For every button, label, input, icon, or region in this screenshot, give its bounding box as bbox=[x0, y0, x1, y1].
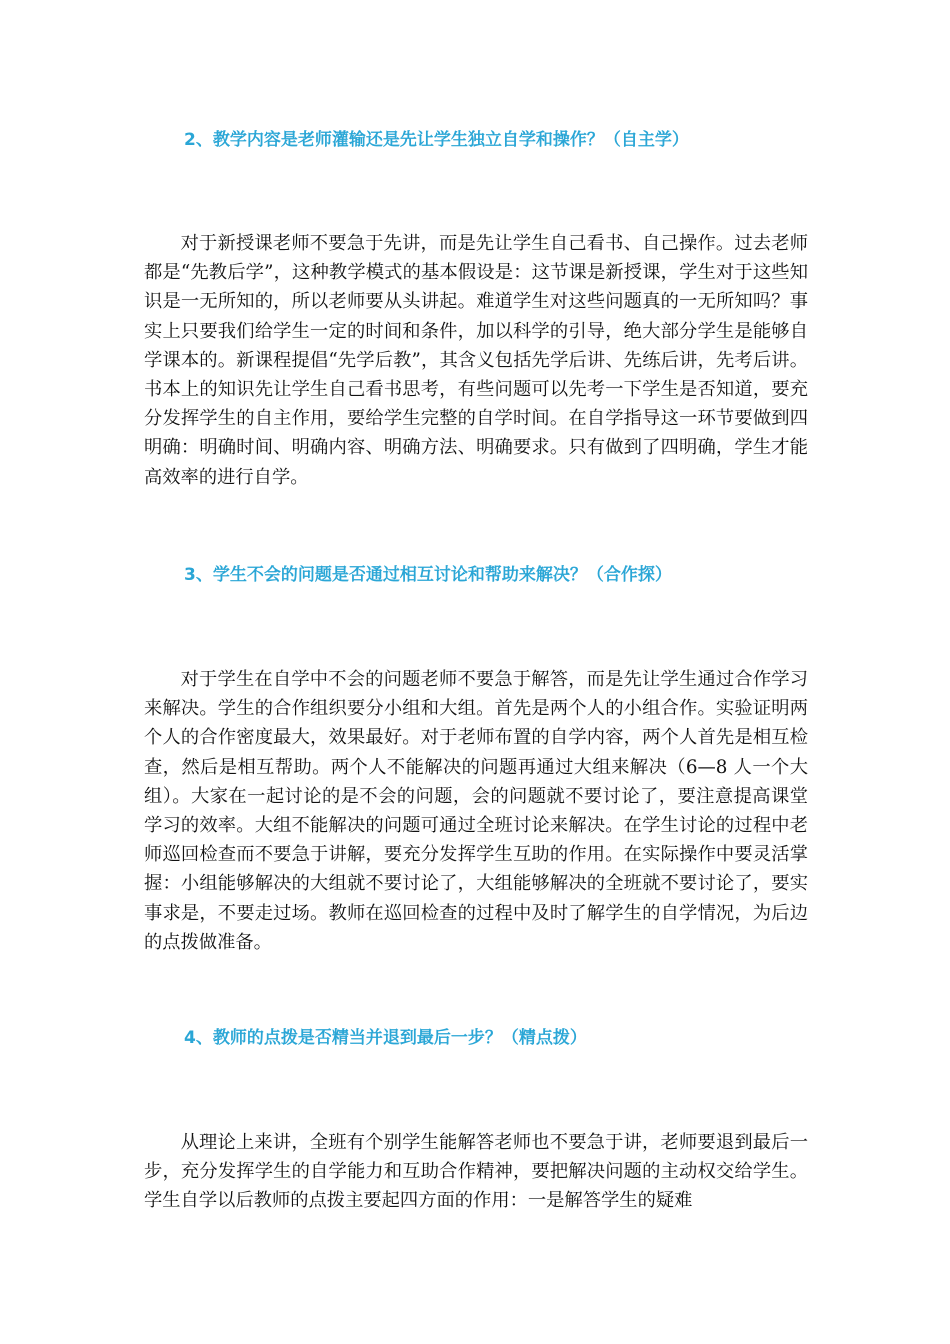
section-heading-4: 4、教师的点拨是否精当并退到最后一步？（精点拨） bbox=[184, 1028, 587, 1048]
section-body-3: 对于学生在自学中不会的问题老师不要急于解答，而是先让学生通过合作学习来解决。学生的合作组织要分小组和大组。首先是两个人的小组合作。实验证明两个人的合作密度最大，效果最好。对于老师布置的自学内容，两个人首先是相互检查，然后是相互帮助。两个人不能解决的问题再通过大组来解决（6—8 人一个大组）。大家在一起讨论的是不会的问题，会的问题就不要讨论了，要注意提高课堂学习的效率。大组不能解决的问题可通过全班讨论来解决。在学生讨论的过程中老师巡回检查而不要急于讲解，要充分发挥学生互助的作用。在实际操作中要灵活掌握：小组能够解决的大组就不要讨论了，大组能够解决的全班就不要讨论了，要实事求是，不要走过场。教师在巡回检查的过程中及时了解学生的自学情况，为后边的点拨做准备。 bbox=[144, 669, 808, 953]
section-body-2: 对于新授课老师不要急于先讲，而是先让学生自己看书、自己操作。过去老师都是“先教后学”，这种教学模式的基本假设是：这节课是新授课，学生对于这些知识是一无所知的，所以老师要从头讲起。难道学生对这些问题真的一无所知吗？事实上只要我们给学生一定的时间和条件，加以科学的引导，绝大部分学生是能够自学课本的。新课程提倡“先学后教”，其含义包括先学后讲、先练后讲，先考后讲。书本上的知识先让学生自己看书思考，有些问题可以先考一下学生是否知道，要充分发挥学生的自主作用，要给学生完整的自学时间。在自学指导这一环节要做到四明确：明确时间、明确内容、明确方法、明确要求。只有做到了四明确，学生才能高效率的进行自学。 bbox=[144, 233, 808, 488]
section-heading-2: 2、教学内容是老师灌输还是先让学生独立自学和操作？（自主学） bbox=[184, 130, 689, 150]
section-heading-3: 3、学生不会的问题是否通过相互讨论和帮助来解决？（合作探） bbox=[184, 565, 672, 585]
section-body-4: 从理论上来讲，全班有个别学生能解答老师也不要急于讲，老师要退到最后一步，充分发挥学生的自学能力和互助合作精神，要把解决问题的主动权交给学生。学生自学以后教师的点拨主要起四方面的作用：一是解答学生的疑难 bbox=[144, 1132, 808, 1212]
